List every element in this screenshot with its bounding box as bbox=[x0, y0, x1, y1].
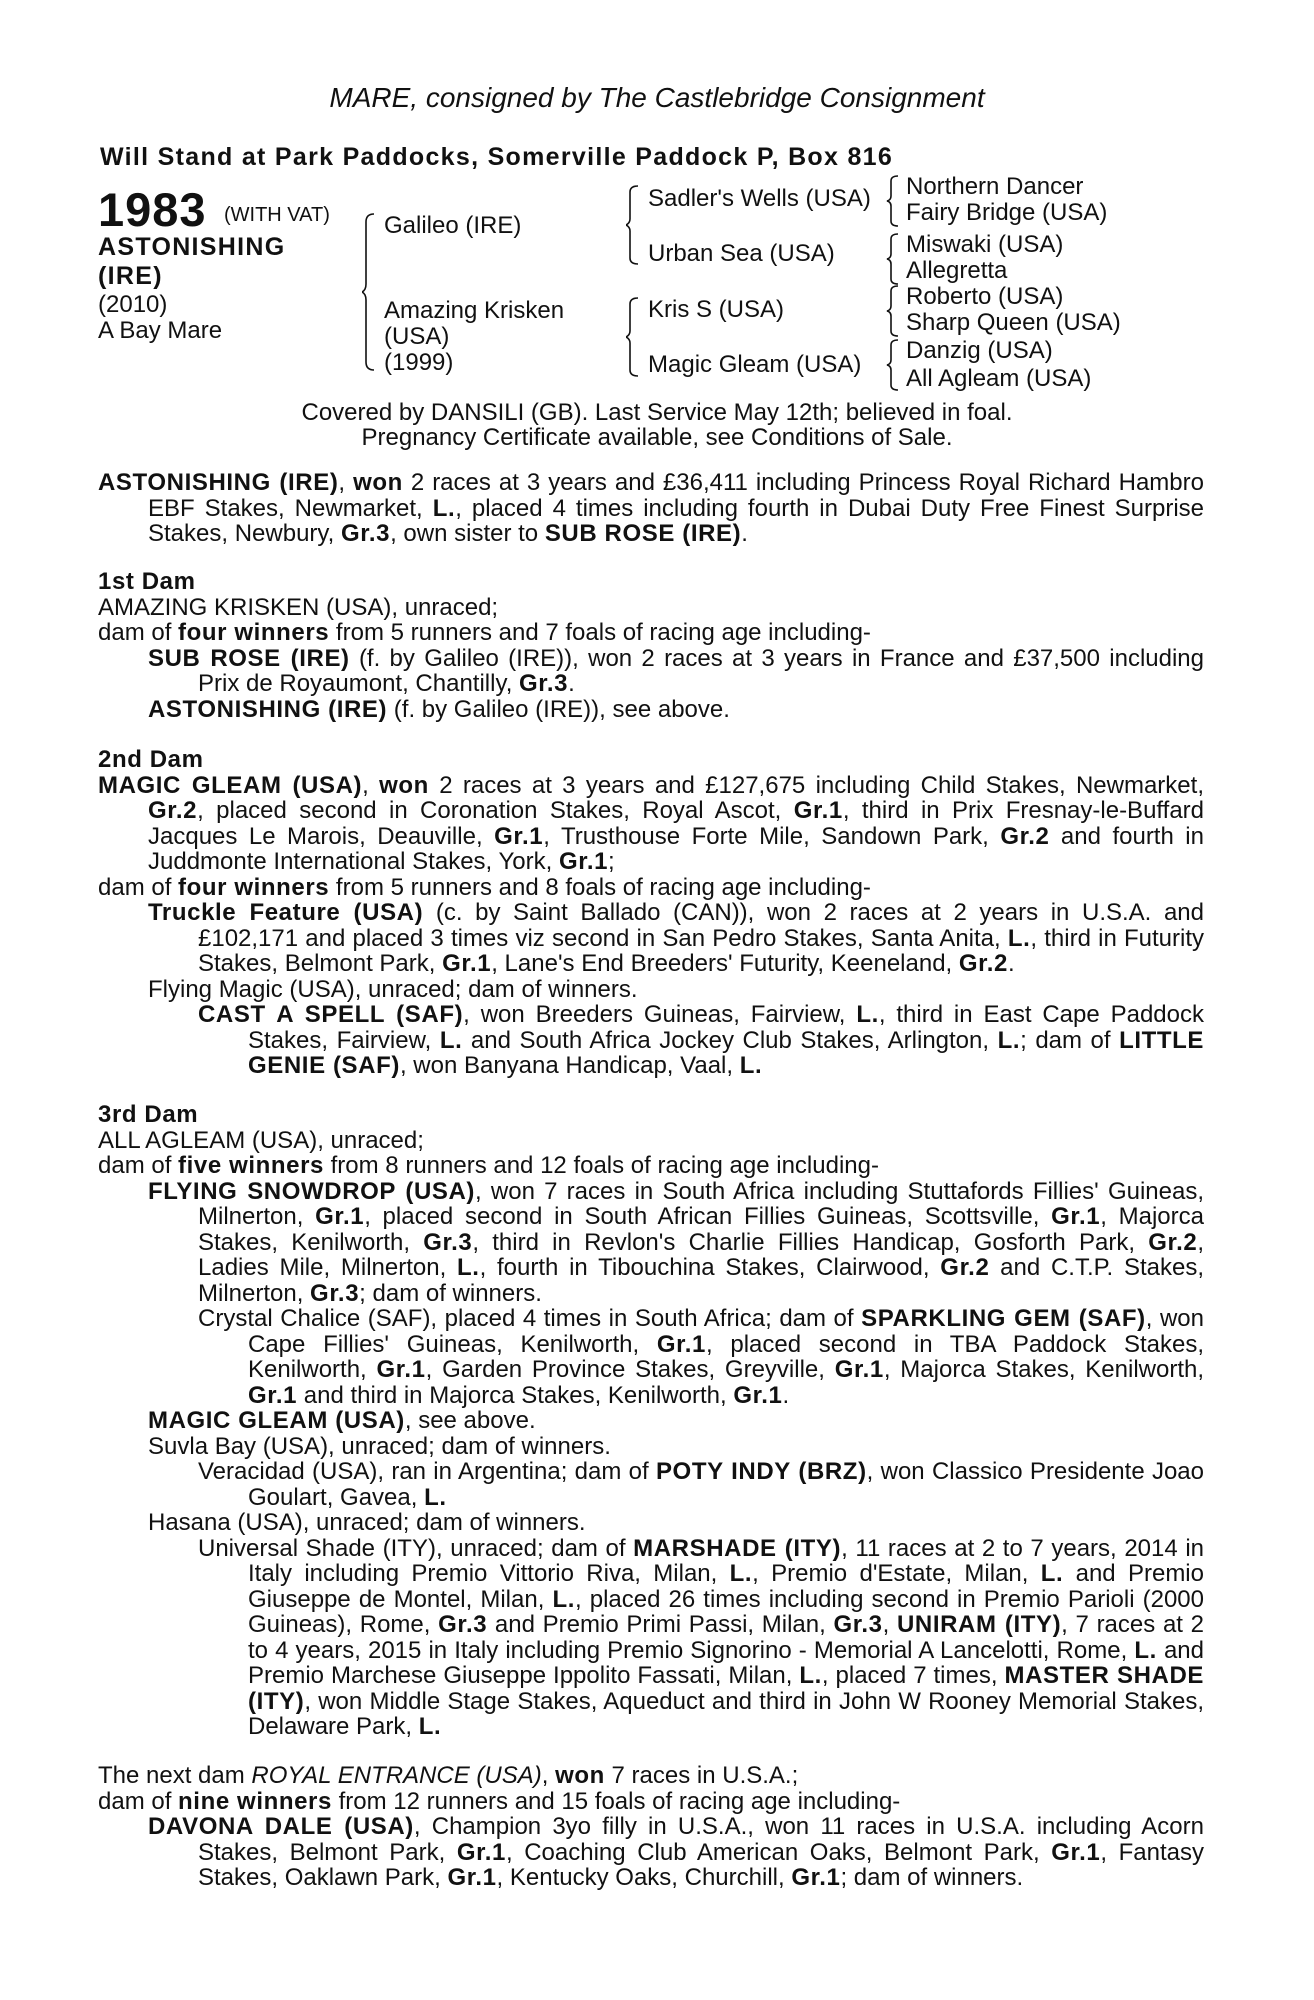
pedigree-bracket bbox=[626, 296, 640, 378]
dam-dam-sire: Danzig (USA) bbox=[906, 337, 1053, 364]
dam-produce-summary: dam of five winners from 8 runners and 12 foals of racing age including- bbox=[98, 1152, 879, 1179]
dam-line3: (1999) bbox=[384, 349, 454, 376]
dam-line1: Amazing Krisken bbox=[384, 297, 565, 324]
pregnancy-certificate: Pregnancy Certificate available, see Conditions of Sale. bbox=[361, 424, 953, 451]
produce-entry: Truckle Feature (USA) (c. by Saint Ballado (CAN)), won 2 races at 2 years in U.S.A. and £102,171 and placed 3 times viz second in San Pedro Stakes, Santa Anita, L., third in Futurity Stakes, Belmont Park, Gr.1, Lane's End Breeders' Futurity, Keeneland, Gr.2. bbox=[148, 899, 1204, 977]
pedigree-bracket bbox=[886, 284, 900, 338]
produce-entry: FLYING SNOWDROP (USA), won 7 races in South Africa including Stuttafords Fillies' Guineas, Milnerton, Gr.1, placed second in South African Fillies Guineas, Scottsville, Gr.1, Majorca Stakes, Kenilworth, Gr.3, third in Revlon's Charlie Fillies Handicap, Gosforth Park, Gr.2, Ladies Mile, Milnerton, L., fourth in Tibouchina Stakes, Clairwood, Gr.2 and C.T.P. Stakes, Milnerton, Gr.3; dam of winners. bbox=[148, 1177, 1205, 1307]
dam-line2: (USA) bbox=[384, 323, 450, 350]
sire-sire: Sadler's Wells (USA) bbox=[648, 185, 871, 212]
race-record: ASTONISHING (IRE), won 2 races at 3 years and £36,411 including Princess Royal Richard Hambro EBF Stakes, Newmarket, L., placed 4 times including fourth in Dubai Duty Free Finest Surprise Stakes, Newbury, Gr.3, own sister to SUB ROSE (IRE). bbox=[98, 469, 1204, 547]
dam-produce-summary: dam of four winners from 5 runners and 8 foals of racing age including- bbox=[98, 873, 871, 901]
first-dam-section bbox=[98, 569, 1204, 722]
sire-dam: Urban Sea (USA) bbox=[648, 240, 835, 267]
produce-entry: Crystal Chalice (SAF), placed 4 times in South Africa; dam of SPARKLING GEM (SAF), won Cape Fillies' Guineas, Kenilworth, Gr.1, placed second in TBA Paddock Stakes, Kenilworth, Gr.1, Garden Province Stakes, Greyville, Gr.1, Majorca Stakes, Kenilworth, Gr.1 and third in Majorca Stakes, Kenilworth, Gr.1. bbox=[198, 1305, 1205, 1409]
section-heading: 3rd Dam bbox=[98, 1101, 199, 1128]
section-heading: 1st Dam bbox=[98, 568, 196, 595]
produce-entry: CAST A SPELL (SAF), won Breeders Guineas, Fairview, L., third in East Cape Paddock Stakes, Fairview, L. and South Africa Jockey Club Stakes, Arlington, L.; dam of LITTLE GENIE (SAF), won Banyana Handicap, Vaal, L. bbox=[198, 1001, 1205, 1079]
sire-dam-dam: Allegretta bbox=[906, 257, 1008, 284]
next-dam-section bbox=[98, 1763, 1204, 1891]
dam-produce-summary: dam of nine winners from 12 runners and 15 foals of racing age including- bbox=[98, 1787, 901, 1815]
produce-entry: Veracidad (USA), ran in Argentina; dam of POTY INDY (BRZ), won Classico Presidente Joao Goulart, Gavea, L. bbox=[198, 1458, 1205, 1511]
produce-entry: Suvla Bay (USA), unraced; dam of winners. bbox=[148, 1432, 611, 1460]
produce-entry: Hasana (USA), unraced; dam of winners. bbox=[148, 1509, 586, 1536]
pedigree-bracket bbox=[362, 212, 376, 372]
dam-name: The next dam ROYAL ENTRANCE (USA), won 7 races in U.S.A.; bbox=[98, 1762, 799, 1789]
produce-entry: ASTONISHING (IRE) (f. by Galileo (IRE)), see above. bbox=[148, 695, 730, 723]
pedigree-bracket bbox=[886, 174, 900, 228]
dam-sire: Kris S (USA) bbox=[648, 296, 785, 323]
sire-dam-sire: Miswaki (USA) bbox=[906, 231, 1064, 258]
produce-entry: MAGIC GLEAM (USA), see above. bbox=[148, 1407, 536, 1434]
horse-year: (2010) bbox=[98, 291, 168, 318]
dam-dam: Magic Gleam (USA) bbox=[648, 351, 862, 378]
produce-entry: Flying Magic (USA), unraced; dam of winners. bbox=[148, 975, 638, 1003]
pedigree-bracket bbox=[886, 338, 900, 392]
covering-info: Covered by DANSILI (GB). Last Service May 12th; believed in foal. bbox=[301, 399, 1013, 426]
dam-produce-summary: dam of four winners from 5 runners and 7 foals of racing age including- bbox=[98, 619, 871, 646]
pedigree-bracket bbox=[626, 184, 640, 266]
produce-entry: SUB ROSE (IRE) (f. by Galileo (IRE)), won 2 races at 3 years in France and £37,500 including Prix de Royaumont, Chantilly, Gr.3. bbox=[148, 644, 1204, 697]
pedigree-bracket bbox=[886, 232, 900, 286]
produce-entry: Universal Shade (ITY), unraced; dam of MARSHADE (ITY), 11 races at 2 to 7 years, 2014 in Italy including Premio Vittorio Riva, Milan, L., Premio d'Estate, Milan, L. and Premio Giuseppe de Montel, Milan, L., placed 26 times including second in Premio Parioli (2000 Guineas), Rome, Gr.3 and Premio Primi Passi, Milan, Gr.3, UNIRAM (ITY), 7 races at 2 to 4 years, 2015 in Italy including Premio Signorino - Memorial A Lancelotti, Rome, L. and Premio Marchese Giuseppe Ippolito Fassati, Milan, L., placed 7 times, MASTER SHADE (ITY), won Middle Stage Stakes, Aqueduct and third in John W Rooney Memorial Stakes, Delaware Park, L. bbox=[198, 1534, 1205, 1740]
dam-name: MAGIC GLEAM (USA), won 2 races at 3 years and £127,675 including Child Stakes, Newmarket, Gr.2, placed second in Coronation Stakes, Royal Ascot, Gr.1, third in Prix Fresnay-le-Buffard Jacques Le Marois, Deauville, Gr.1, Trusthouse Forte Mile, Sandown Park, Gr.2 and fourth in Juddmonte International Stakes, York, Gr.1; bbox=[98, 771, 1205, 875]
section-heading: 2nd Dam bbox=[98, 746, 204, 773]
stand-location: Will Stand at Park Paddocks, Somerville Paddock P, Box 816 bbox=[100, 143, 894, 171]
sire-sire-sire: Northern Dancer bbox=[906, 173, 1084, 200]
third-dam-section bbox=[98, 1102, 1204, 1740]
sire: Galileo (IRE) bbox=[384, 212, 522, 239]
dam-dam-dam: All Agleam (USA) bbox=[906, 365, 1092, 392]
dam-name: AMAZING KRISKEN (USA), unraced; bbox=[98, 593, 499, 621]
dam-name: ALL AGLEAM (USA), unraced; bbox=[98, 1126, 424, 1154]
dam-sire-dam: Sharp Queen (USA) bbox=[906, 309, 1121, 336]
horse-name: ASTONISHING bbox=[98, 233, 286, 261]
second-dam-section bbox=[98, 747, 1204, 1079]
dam-sire-sire: Roberto (USA) bbox=[906, 283, 1064, 310]
page-title: MARE, consigned by The Castlebridge Consignment bbox=[329, 82, 985, 113]
vat-note: (WITH VAT) bbox=[224, 204, 330, 226]
horse-country: (IRE) bbox=[98, 262, 163, 290]
produce-entry: DAVONA DALE (USA), Champion 3yo filly in U.S.A., won 11 races in U.S.A. including Acorn Stakes, Belmont Park, Gr.1, Coaching Club American Oaks, Belmont Park, Gr.1, Fantasy Stakes, Oaklawn Park, Gr.1, Kentucky Oaks, Churchill, Gr.1; dam of winners. bbox=[148, 1813, 1204, 1891]
sire-sire-dam: Fairy Bridge (USA) bbox=[906, 199, 1108, 226]
horse-description: A Bay Mare bbox=[98, 317, 223, 344]
lot-number: 1983 bbox=[98, 183, 207, 236]
